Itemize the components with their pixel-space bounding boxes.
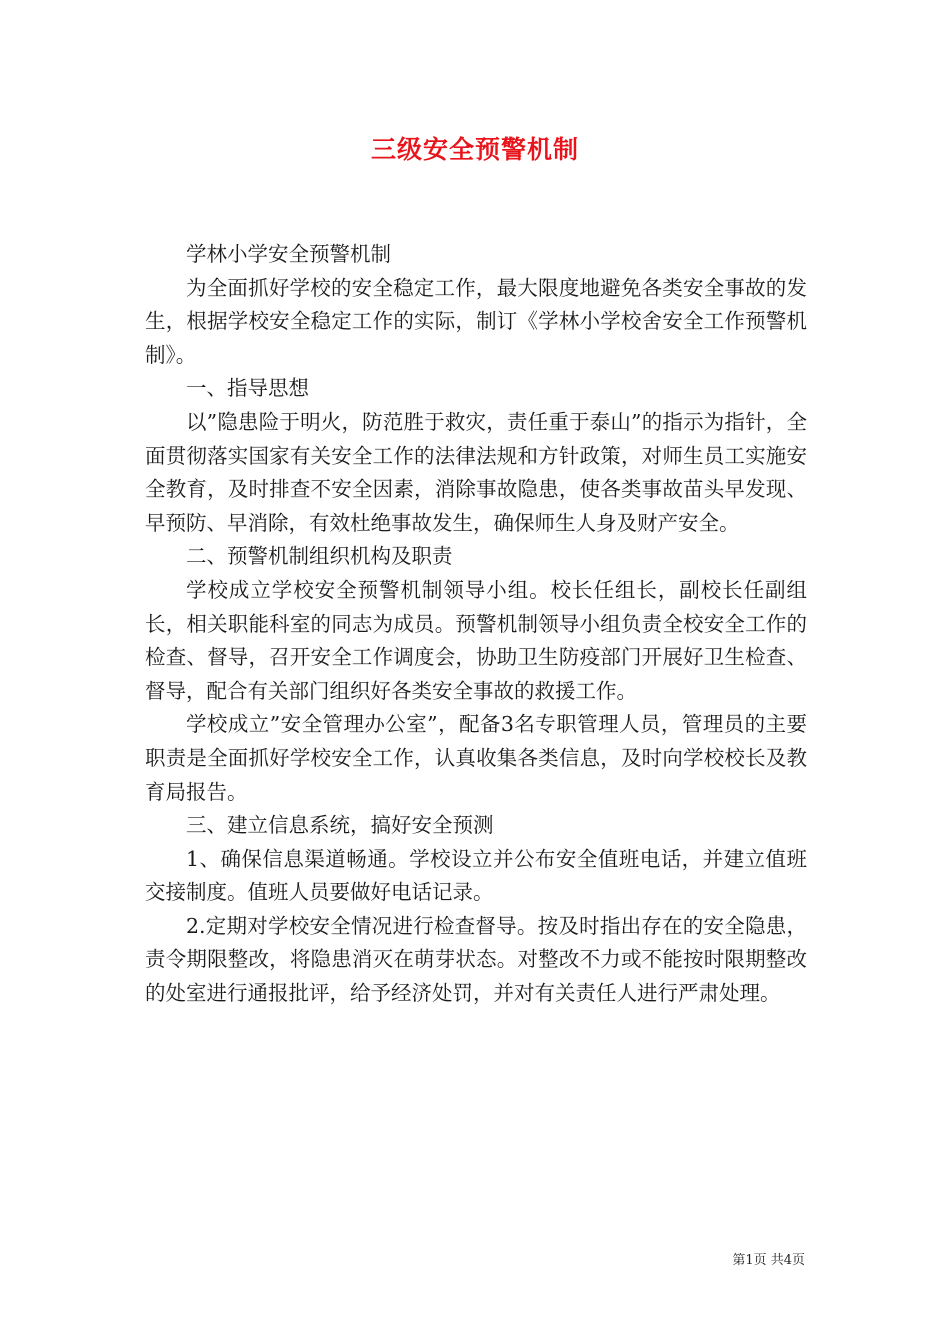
page-number: 第1页 共4页: [732, 1253, 805, 1268]
paragraph-guiding-thought: 以”隐患险于明火，防范胜于救灾，责任重于泰山”的指示为指针，全面贯彻落实国家有关安全工作的法律法规和方针政策，对师生员工实施安全教育，及时排查不安全因素，消除事故隐患，使各类事故苗头早发现、早预防、早消除，有效杜绝事故发生，确保师生人身及财产安全。: [145, 409, 807, 535]
paragraph-intro: 为全面抓好学校的安全稳定工作，最大限度地避免各类安全事故的发生，根据学校安全稳定工作的实际，制订《学林小学校舍安全工作预警机制》。: [145, 275, 807, 367]
paragraph-regular-inspection: 2.定期对学校安全情况进行检查督导。按及时指出存在的安全隐患，责令期限整改，将隐患消灭在萌芽状态。对整改不力或不能按时限期整改的处室进行通报批评，给予经济处罚，并对有关责任人进行严肃处理。: [145, 913, 807, 1006]
heading-organization: 二、预警机制组织机构及职责: [186, 544, 453, 569]
paragraph-info-channel: 1、确保信息渠道畅通。学校设立并公布安全值班电话，并建立值班交接制度。值班人员要做好电话记录。: [145, 846, 807, 905]
heading-guiding-thought: 一、指导思想: [186, 376, 309, 401]
heading-information-system: 三、建立信息系统，搞好安全预测: [186, 813, 494, 838]
document-body: [145, 238, 807, 1011]
paragraph-leadership-group: 学校成立学校安全预警机制领导小组。校长任组长，副校长任副组长，相关职能科室的同志为成员。预警机制领导小组负责全校安全工作的检查、督导，召开安全工作调度会，协助卫生防疫部门开展好卫生检查、督导，配合有关部门组织好各类安全事故的救援工作。: [145, 577, 807, 703]
paragraph-school-name: 学林小学安全预警机制: [186, 242, 391, 266]
document-title: 三级安全预警机制: [370, 135, 579, 164]
paragraph-safety-office: 学校成立”安全管理办公室”，配备3名专职管理人员，管理员的主要职责是全面抓好学校安全工作，认真收集各类信息，及时向学校校长及教育局报告。: [145, 712, 807, 804]
